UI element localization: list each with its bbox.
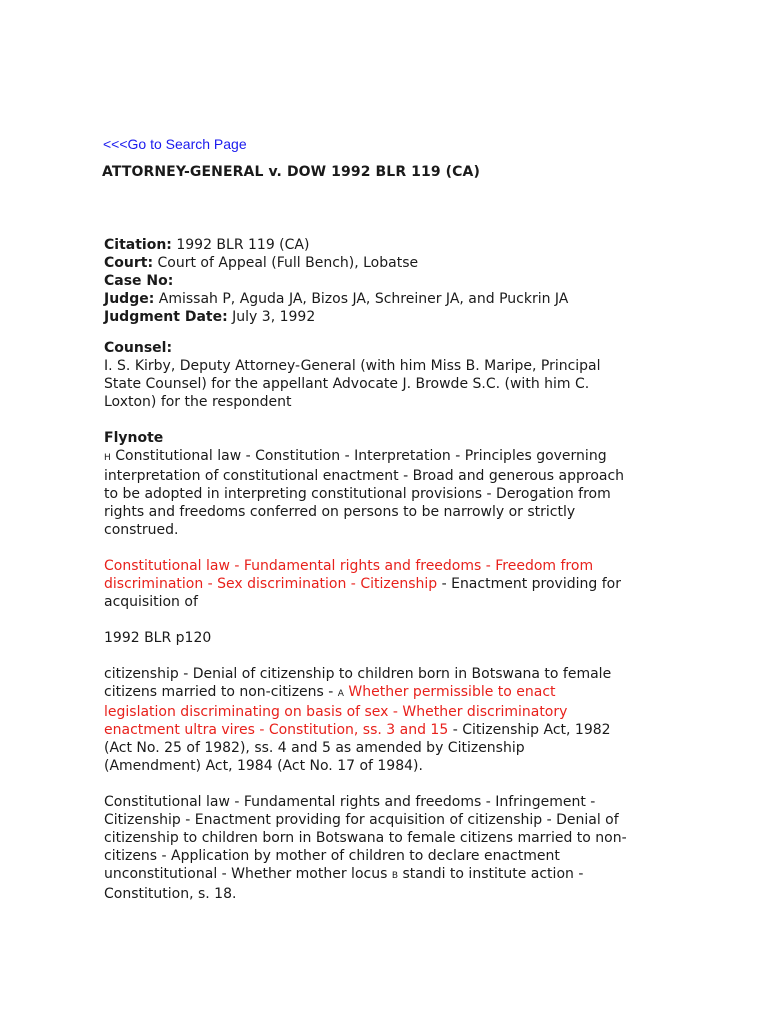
judge-value: Amissah P, Aguda JA, Bizos JA, Schreiner JA, and Puckrin JA xyxy=(158,291,569,307)
flynote-paragraph-4 xyxy=(104,793,664,903)
flynote-line: rights and freedoms conferred on persons to be narrowly or strictly xyxy=(104,504,576,520)
margin-marker-a: A xyxy=(337,689,344,699)
counsel-text xyxy=(104,357,664,411)
judgment-date-row xyxy=(104,308,664,326)
flynote-line: Citizenship - Enactment providing for acquisition of citizenship - Denial of xyxy=(104,812,619,828)
highlighted-text: discrimination - Sex discrimination - Citizenship xyxy=(104,576,438,592)
flynote-line: interpretation of constitutional enactment - Broad and generous approach xyxy=(104,468,625,484)
counsel-line: Loxton) for the respondent xyxy=(104,394,292,410)
highlighted-text: legislation discriminating on basis of sex - Whether discriminatory xyxy=(104,704,568,720)
flynote-text: unconstitutional - Whether mother locus xyxy=(104,866,392,882)
case-meta xyxy=(104,236,664,326)
case-title: ATTORNEY-GENERAL v. DOW 1992 BLR 119 (CA) xyxy=(102,164,480,180)
citation-value: 1992 BLR 119 (CA) xyxy=(176,237,310,253)
flynote-text: standi to institute action - xyxy=(398,866,584,882)
flynote-line: Constitution, s. 18. xyxy=(104,886,237,902)
flynote-line: citizens - Application by mother of children to declare enactment xyxy=(104,848,560,864)
document-body xyxy=(104,134,664,903)
highlighted-text: Whether permissible to enact xyxy=(343,684,556,700)
flynote-line: construed. xyxy=(104,522,179,538)
highlighted-text: enactment ultra vires - Constitution, ss. 3 and 15 xyxy=(104,722,449,738)
flynote-text: - Citizenship Act, 1982 xyxy=(448,722,611,738)
judgment-date-label: Judgment Date: xyxy=(104,309,228,325)
judgment-date-value: July 3, 1992 xyxy=(232,309,316,325)
margin-marker-b: B xyxy=(391,871,399,881)
flynote-line: Constitutional law - Constitution - Interpretation - Principles governing xyxy=(115,448,607,464)
flynote-line: (Amendment) Act, 1984 (Act No. 17 of 1984). xyxy=(104,758,423,774)
judge-label: Judge: xyxy=(104,291,155,307)
margin-marker-h: H xyxy=(104,453,111,463)
case-no-row xyxy=(104,272,664,290)
flynote-paragraph-1 xyxy=(104,447,664,539)
counsel-line: State Counsel) for the appellant Advocate J. Browde S.C. (with him C. xyxy=(104,376,590,392)
flynote-line: citizenship - Denial of citizenship to children born in Botswana to female xyxy=(104,666,612,682)
flynote-text: - Enactment providing for xyxy=(437,576,621,592)
flynote-line: Constitutional law - Fundamental rights and freedoms - Infringement - xyxy=(104,794,596,810)
court-label: Court: xyxy=(104,255,154,271)
counsel-line: I. S. Kirby, Deputy Attorney-General (with him Miss B. Maripe, Principal xyxy=(104,358,601,374)
flynote-line: citizenship to children born in Botswana to female citizens married to non- xyxy=(104,830,627,846)
court-value: Court of Appeal (Full Bench), Lobatse xyxy=(157,255,419,271)
court-row xyxy=(104,254,664,272)
citation-label: Citation: xyxy=(104,237,172,253)
flynote-paragraph-2 xyxy=(104,557,664,611)
flynote-heading: Flynote xyxy=(104,430,164,446)
counsel-heading: Counsel: xyxy=(104,340,173,356)
case-no-label: Case No: xyxy=(104,273,174,289)
flynote-paragraph-3 xyxy=(104,665,664,775)
highlighted-text: Constitutional law - Fundamental rights and freedoms - Freedom from xyxy=(104,558,594,574)
flynote-line: to be adopted in interpreting constitutional provisions - Derogation from xyxy=(104,486,611,502)
back-to-search-link[interactable]: <<<Go to Search Page xyxy=(103,136,247,152)
flynote-text: citizens married to non-citizens - xyxy=(104,684,338,700)
judge-row xyxy=(104,290,664,308)
page-reference: 1992 BLR p120 xyxy=(104,630,212,646)
flynote-line: (Act No. 25 of 1982), ss. 4 and 5 as amended by Citizenship xyxy=(104,740,525,756)
flynote-line: acquisition of xyxy=(104,594,198,610)
citation-row xyxy=(104,236,664,254)
